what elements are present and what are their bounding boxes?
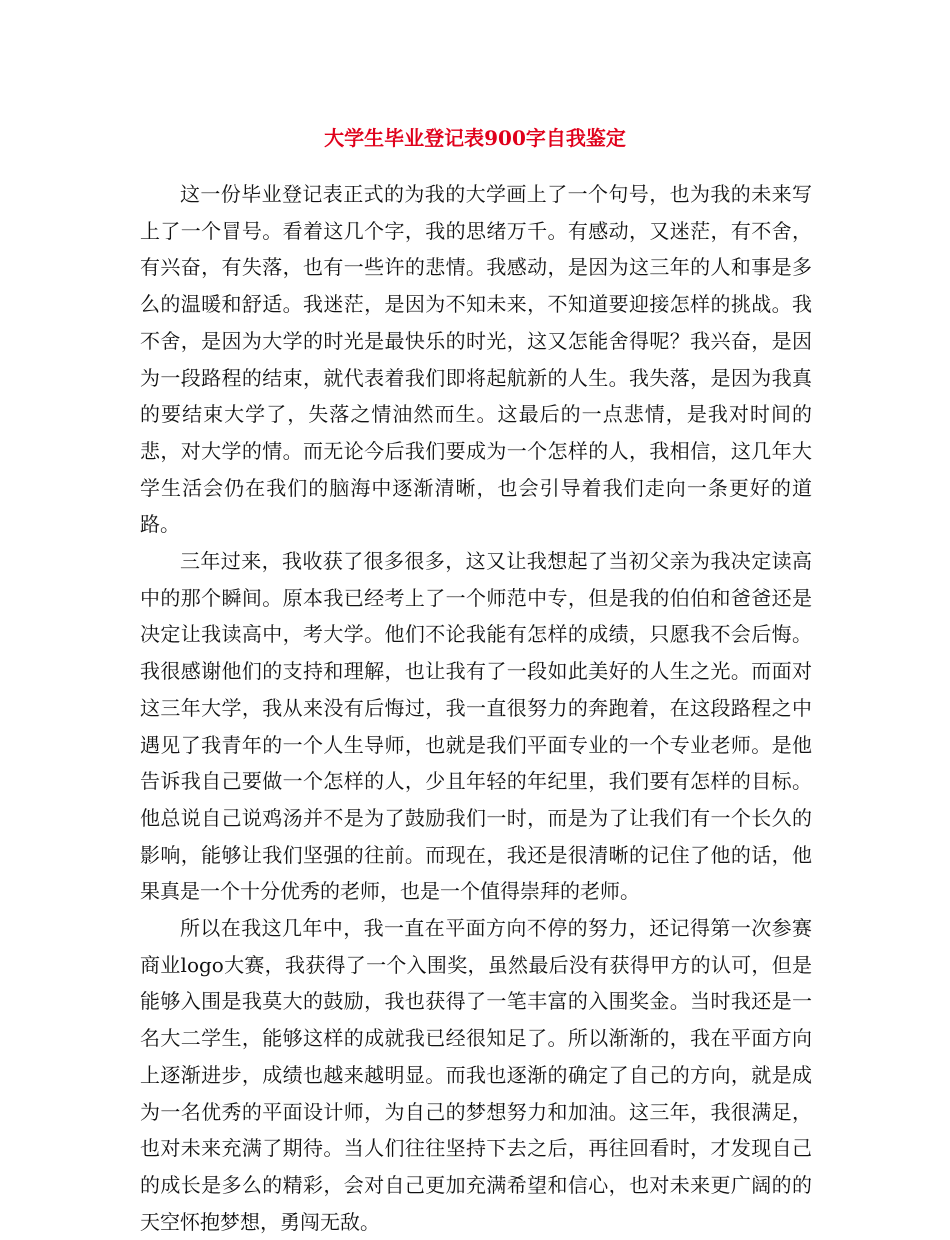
document-title: 大学生毕业登记表900字自我鉴定 [324, 126, 626, 150]
paragraph-1: 这一份毕业登记表正式的为我的大学画上了一个句号，也为我的未来写上了一个冒号。看着这几个字，我的思绪万千。有感动，又迷茫，有不舍，有兴奋，有失落，也有一些许的悲情。我感动，是因为这三年的人和事是多么的温暖和舒适。我迷茫，是因为不知未来，不知道要迎接怎样的挑战。我不舍，是因为大学的时光是最快乐的时光，这又怎能舍得呢？我兴奋，是因为一段路程的结束，就代表着我们即将起航新的人生。我失落，是因为我真的要结束大学了，失落之情油然而生。这最后的一点悲情，是我对时间的悲，对大学的情。而无论今后我们要成为一个怎样的人，我相信，这几年大学生活会仍在我们的脑海中逐渐清晰，也会引导着我们走向一条更好的道路。 [140, 182, 812, 537]
paragraph-3: 所以在我这几年中，我一直在平面方向不停的努力，还记得第一次参赛商业logo大赛，我获得了一个入围奖，虽然最后没有获得甲方的认可，但是能够入围是我莫大的鼓励，我也获得了一笔丰富的入围奖金。当时我还是一名大二学生，能够这样的成就我已经很知足了。所以渐渐的，我在平面方向上逐渐进步，成绩也越来越明显。而我也逐渐的确定了自己的方向，就是成为一名优秀的平面设计师，为自己的梦想努力和加油。这三年，我很满足，也对未来充满了期待。当人们往往坚持下去之后，再往回看时，才发现自己的成长是多么的精彩，会对自己更加充满希望和信心，也对未来更广阔的的天空怀抱梦想，勇闯无敌。 [140, 916, 812, 1234]
document-body [140, 176, 812, 1240]
paragraph-2: 三年过来，我收获了很多很多，这又让我想起了当初父亲为我决定读高中的那个瞬间。原本我已经考上了一个师范中专，但是我的伯伯和爸爸还是决定让我读高中，考大学。他们不论我能有怎样的成绩，只愿我不会后悔。我很感谢他们的支持和理解，也让我有了一段如此美好的人生之光。而面对这三年大学，我从来没有后悔过，我一直很努力的奔跑着，在这段路程之中遇见了我青年的一个人生导师，也就是我们平面专业的一个专业老师。是他告诉我自己要做一个怎样的人，少且年轻的年纪里，我们要有怎样的目标。他总说自己说鸡汤并不是为了鼓励我们一时，而是为了让我们有一个长久的影响，能够让我们坚强的往前。而现在，我还是很清晰的记住了他的话，他果真是一个十分优秀的老师，也是一个值得崇拜的老师。 [140, 549, 812, 904]
